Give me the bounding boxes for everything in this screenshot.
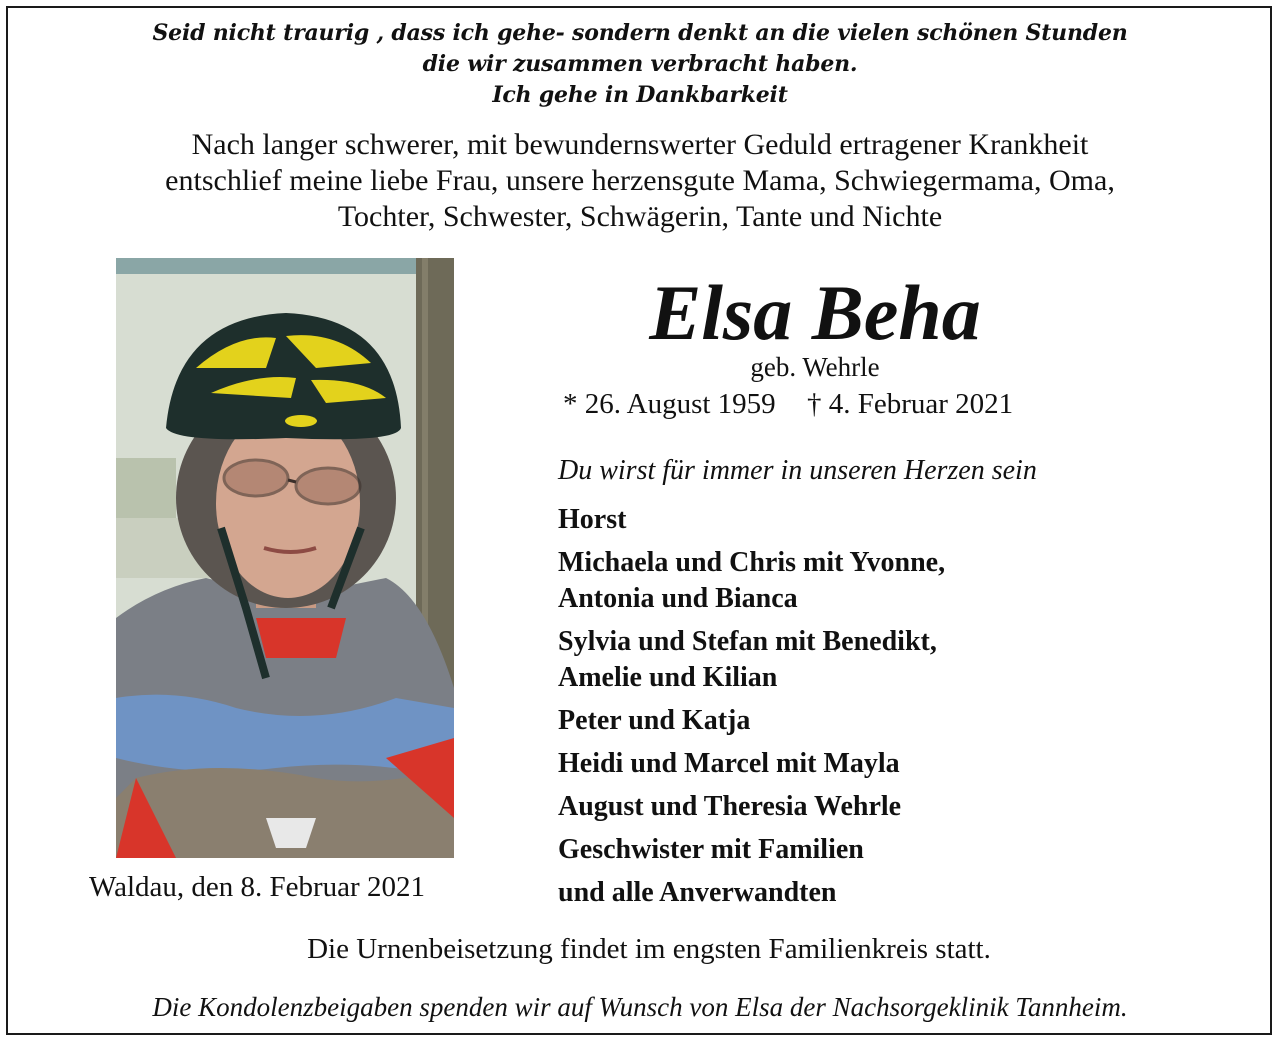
motto-line: die wir zusammen verbracht haben.: [422, 51, 858, 77]
mourner-group: [558, 624, 945, 696]
mourner-group: [558, 875, 945, 911]
deceased-name: Elsa Beha: [649, 269, 981, 356]
intro-line: Tochter, Schwester, Schwägerin, Tante und Nichte: [337, 200, 943, 233]
intro-line: entschlief meine liebe Frau, unsere herzensgute Mama, Schwiegermama, Oma,: [165, 164, 1115, 197]
mourner-group: [558, 703, 945, 739]
mourner-line: Sylvia und Stefan mit Benedikt,: [558, 626, 937, 657]
death-date: † 4. Februar 2021: [806, 388, 1014, 420]
place-and-date: Waldau, den 8. Februar 2021: [89, 871, 425, 903]
mourner-line: August und Theresia Wehrle: [558, 791, 902, 822]
mourner-group: [558, 746, 945, 782]
mourner-group: [558, 545, 945, 617]
motto-line: Seid nicht traurig , dass ich gehe- sondern denkt an die vielen schönen Stunden: [152, 20, 1128, 46]
motto-line: Ich gehe in Dankbarkeit: [492, 82, 788, 108]
mourner-line: Horst: [558, 504, 627, 535]
birth-date: * 26. August 1959: [563, 388, 776, 420]
mourner-group: [558, 502, 945, 538]
burial-note: Die Urnenbeisetzung findet im engsten Familienkreis statt.: [307, 933, 991, 965]
portrait-illustration: [116, 258, 454, 858]
intro-line: Nach langer schwerer, mit bewundernswerter Geduld ertragener Krankheit: [191, 128, 1089, 161]
intro-text: [0, 127, 1280, 235]
mourner-line: Heidi und Marcel mit Mayla: [558, 748, 900, 779]
condolence-note: Die Kondolenzbeigaben spenden wir auf Wunsch von Elsa der Nachsorgeklinik Tannheim.: [152, 992, 1128, 1022]
mourner-group: [558, 789, 945, 825]
remembrance-line: Du wirst für immer in unseren Herzen sein: [558, 455, 1037, 486]
life-dates: [563, 388, 1083, 421]
mourner-line: Antonia und Bianca: [558, 583, 798, 614]
mourner-line: Peter und Katja: [558, 705, 751, 736]
motto-quote: [0, 18, 1280, 111]
portrait-photo: [116, 258, 454, 858]
mourners-list: [558, 502, 945, 918]
mourner-line: Amelie und Kilian: [558, 662, 778, 693]
mourner-group: [558, 832, 945, 868]
mourner-line: Geschwister mit Familien: [558, 834, 864, 865]
mourner-line: Michaela und Chris mit Yvonne,: [558, 547, 946, 578]
birth-name: geb. Wehrle: [750, 352, 880, 382]
mourner-line: und alle Anverwandten: [558, 877, 837, 908]
